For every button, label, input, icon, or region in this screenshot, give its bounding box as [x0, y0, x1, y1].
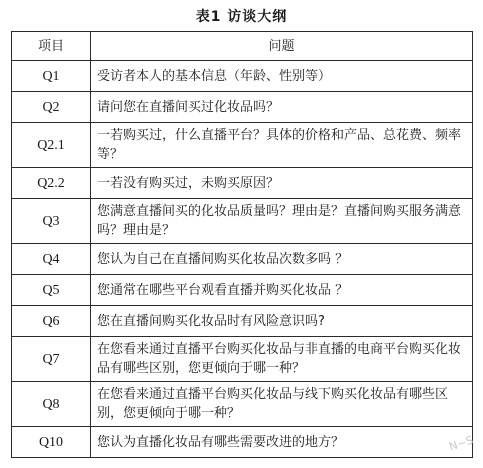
table-caption: 表1 访谈大纲 — [195, 9, 288, 25]
table-row — [12, 382, 473, 427]
table-row — [12, 61, 473, 92]
row-question: 一若购买过，什么直播平台？具体的价格和产品、总花费、频率等？ — [91, 123, 473, 168]
row-id: Q3 — [12, 199, 91, 244]
row-id: Q10 — [12, 427, 91, 458]
row-question: 请问您在直播间买过化妆品吗？ — [91, 92, 473, 123]
interview-outline-table — [11, 31, 473, 458]
table-row — [12, 427, 473, 458]
table-row — [12, 123, 473, 168]
table-row — [12, 275, 473, 306]
table-row — [12, 92, 473, 123]
row-id: Q7 — [12, 337, 91, 382]
table-row — [12, 306, 473, 337]
row-id: Q8 — [12, 382, 91, 427]
row-id: Q4 — [12, 244, 91, 275]
row-id: Q5 — [12, 275, 91, 306]
row-id: Q2.2 — [12, 168, 91, 199]
row-question: 在您看来通过直播平台购买化妆品与非直播的电商平台购买化妆品有哪些区别，您更倾向于哪一种？ — [91, 337, 473, 382]
row-question: 您认为自己在直播间购买化妆品次数多吗 ？ — [91, 244, 473, 275]
row-question: 您通常在哪些平台观看直播并购买化妆品 ？ — [91, 275, 473, 306]
row-question: 一若没有购买过，未购买原因？ — [91, 168, 473, 199]
row-question: 您满意直播间买的化妆品质量吗？理由是？直播间购买服务满意吗？理由是？ — [91, 199, 473, 244]
table-row — [12, 168, 473, 199]
row-id: Q2 — [12, 92, 91, 123]
row-id: Q6 — [12, 306, 91, 337]
row-id: Q1 — [12, 61, 91, 92]
table-row — [12, 199, 473, 244]
table-header-row — [12, 32, 473, 61]
table-row — [12, 337, 473, 382]
table-row — [12, 244, 473, 275]
watermark: N~S — [447, 433, 475, 454]
row-id: Q2.1 — [12, 123, 91, 168]
row-question: 受访者本人的基本信息（年龄、性别等） — [91, 61, 473, 92]
row-question: 您认为直播化妆品有哪些需要改进的地方？ — [91, 427, 473, 458]
column-header-item: 项目 — [12, 32, 91, 61]
column-header-question: 问题 — [91, 32, 473, 61]
row-question: 在您看来通过直播平台购买化妆品与线下购买化妆品有哪些区别，您更倾向于哪一种？ — [91, 382, 473, 427]
row-question: 您在直播间购买化妆品时有风险意识吗? — [91, 306, 473, 337]
